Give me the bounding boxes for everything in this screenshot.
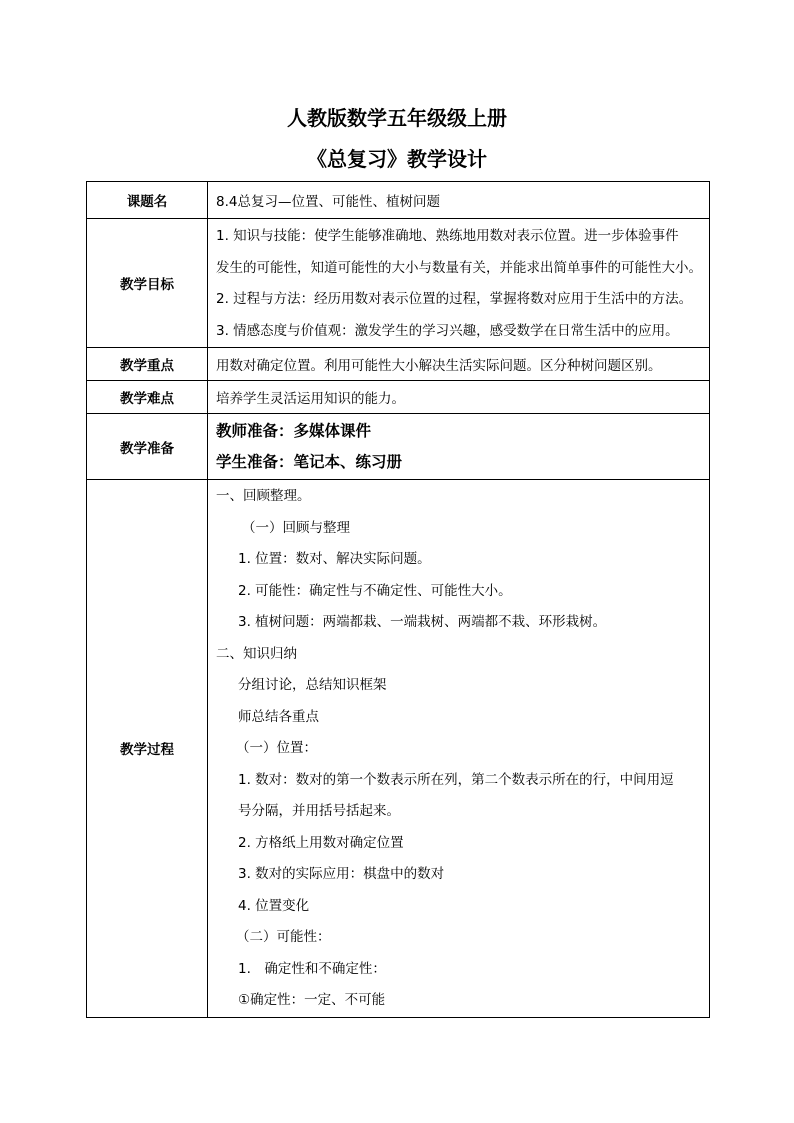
process-label: 教学过程: [87, 480, 208, 1018]
teacher-preparation: 教师准备：多媒体课件: [216, 421, 372, 440]
process-line: 3. 植树问题：两端都栽、一端栽树、两端都不栽、环形栽树。: [238, 614, 607, 630]
process-line: 二、知识归纳: [216, 645, 297, 662]
objectives-label: 教学目标: [87, 219, 208, 348]
table-row-topic: [87, 182, 710, 219]
difficulties-value: 培养学生灵活运用知识的能力。: [208, 381, 710, 414]
preparation-content: [208, 414, 710, 480]
process-line: 号分隔，并用括号括起来。: [238, 803, 400, 819]
process-content: [208, 480, 710, 1018]
objective-line: 2. 过程与方法：经历用数对表示位置的过程，掌握将数对应用于生活中的方法。: [216, 291, 693, 307]
objectives-content: [208, 219, 710, 348]
process-line: 一、回顾整理。: [216, 488, 311, 504]
lesson-plan-table: [86, 181, 710, 1018]
key-points-label: 教学重点: [87, 348, 208, 381]
process-line: （一）位置：: [236, 740, 317, 756]
document-title: 人教版数学五年级级上册: [287, 106, 507, 130]
objective-line: 1. 知识与技能：使学生能够准确地、熟练地用数对表示位置。进一步体验事件: [216, 228, 679, 244]
difficulties-label: 教学难点: [87, 381, 208, 414]
process-line: 2. 方格纸上用数对确定位置: [238, 834, 404, 851]
objective-line: 3. 情感态度与价值观：激发学生的学习兴趣，感受数学在日常生活中的应用。: [216, 322, 679, 339]
table-row-preparation: [87, 414, 710, 480]
table-row-objectives: [87, 219, 710, 348]
table-row-difficulties: [87, 381, 710, 414]
table-row-process: [87, 480, 710, 1018]
process-line: 1. 数对：数对的第一个数表示所在列，第二个数表示所在的行，中间用逗: [238, 771, 674, 788]
preparation-label: 教学准备: [87, 414, 208, 480]
process-line: 1. 位置：数对、解决实际问题。: [238, 551, 431, 567]
key-points-value: 用数对确定位置。利用可能性大小解决生活实际问题。区分种树问题区别。: [208, 348, 710, 381]
topic-label: 课题名: [87, 182, 208, 219]
process-line: ①确定性：一定、不可能: [238, 992, 386, 1008]
process-line: 3. 数对的实际应用：棋盘中的数对: [238, 866, 445, 882]
table-row-key-points: [87, 348, 710, 381]
process-line: 2. 可能性：确定性与不确定性、可能性大小。: [238, 582, 512, 599]
student-preparation: 学生准备：笔记本、练习册: [216, 452, 403, 471]
topic-value: 8.4总复习—位置、可能性、植树问题: [208, 182, 710, 219]
document-subtitle: 《总复习》教学设计: [307, 147, 487, 171]
objective-line: 发生的可能性，知道可能性的大小与数量有关，并能求出简单事件的可能性大小。: [216, 259, 702, 276]
process-line: （一）回顾与整理: [242, 519, 350, 536]
process-line: 师总结各重点: [238, 708, 319, 725]
process-line: 1. 确定性和不确定性：: [238, 960, 386, 977]
process-line: （二）可能性：: [236, 929, 331, 945]
process-line: 4. 位置变化: [238, 897, 310, 914]
process-line: 分组讨论，总结知识框架: [238, 677, 387, 693]
